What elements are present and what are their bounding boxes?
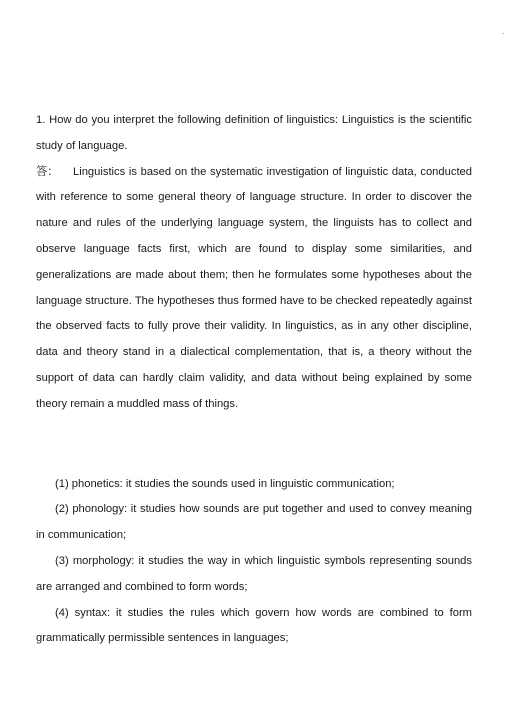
list-item-syntax: (4) syntax: it studies the rules which govern how words are combined to form grammatically permissible sentences in languages; xyxy=(36,606,472,645)
list-item-morphology: (3) morphology: it studies the way in which linguistic symbols representing sounds are arranged and combined to form words; xyxy=(36,554,472,593)
paragraph-gap xyxy=(36,418,472,472)
document-body xyxy=(36,108,472,652)
answer-label: 答： xyxy=(36,165,59,178)
corner-mark: . xyxy=(502,27,505,36)
answer-paragraph xyxy=(36,160,472,418)
list-item-phonology: (2) phonology: it studies how sounds are put together and used to convey meaning in communication; xyxy=(36,503,472,542)
answer-text: Linguistics is based on the systematic investigation of linguistic data, conducted with reference to some general theory of language structure. In order to discover the nature and rules of the underlying language system, the linguists has to collect and observe language facts first, which are found to display some similarities, and generalizations are made about them; then he formulates some hypotheses about the language structure. The hypotheses thus formed have to be checked repeatedly against the observed facts to fully prove their validity. In linguistics, as in any other discipline, data and theory stand in a dialectical complementation, that is, a theory without the support of data can hardly claim validity, and data without being explained by some theory remain a muddled mass of things. xyxy=(36,165,472,410)
list-item-phonetics: (1) phonetics: it studies the sounds used in linguistic communication; xyxy=(55,477,395,490)
question-text: 1. How do you interpret the following definition of linguistics: Linguistics is the scientific study of language. xyxy=(36,114,472,152)
